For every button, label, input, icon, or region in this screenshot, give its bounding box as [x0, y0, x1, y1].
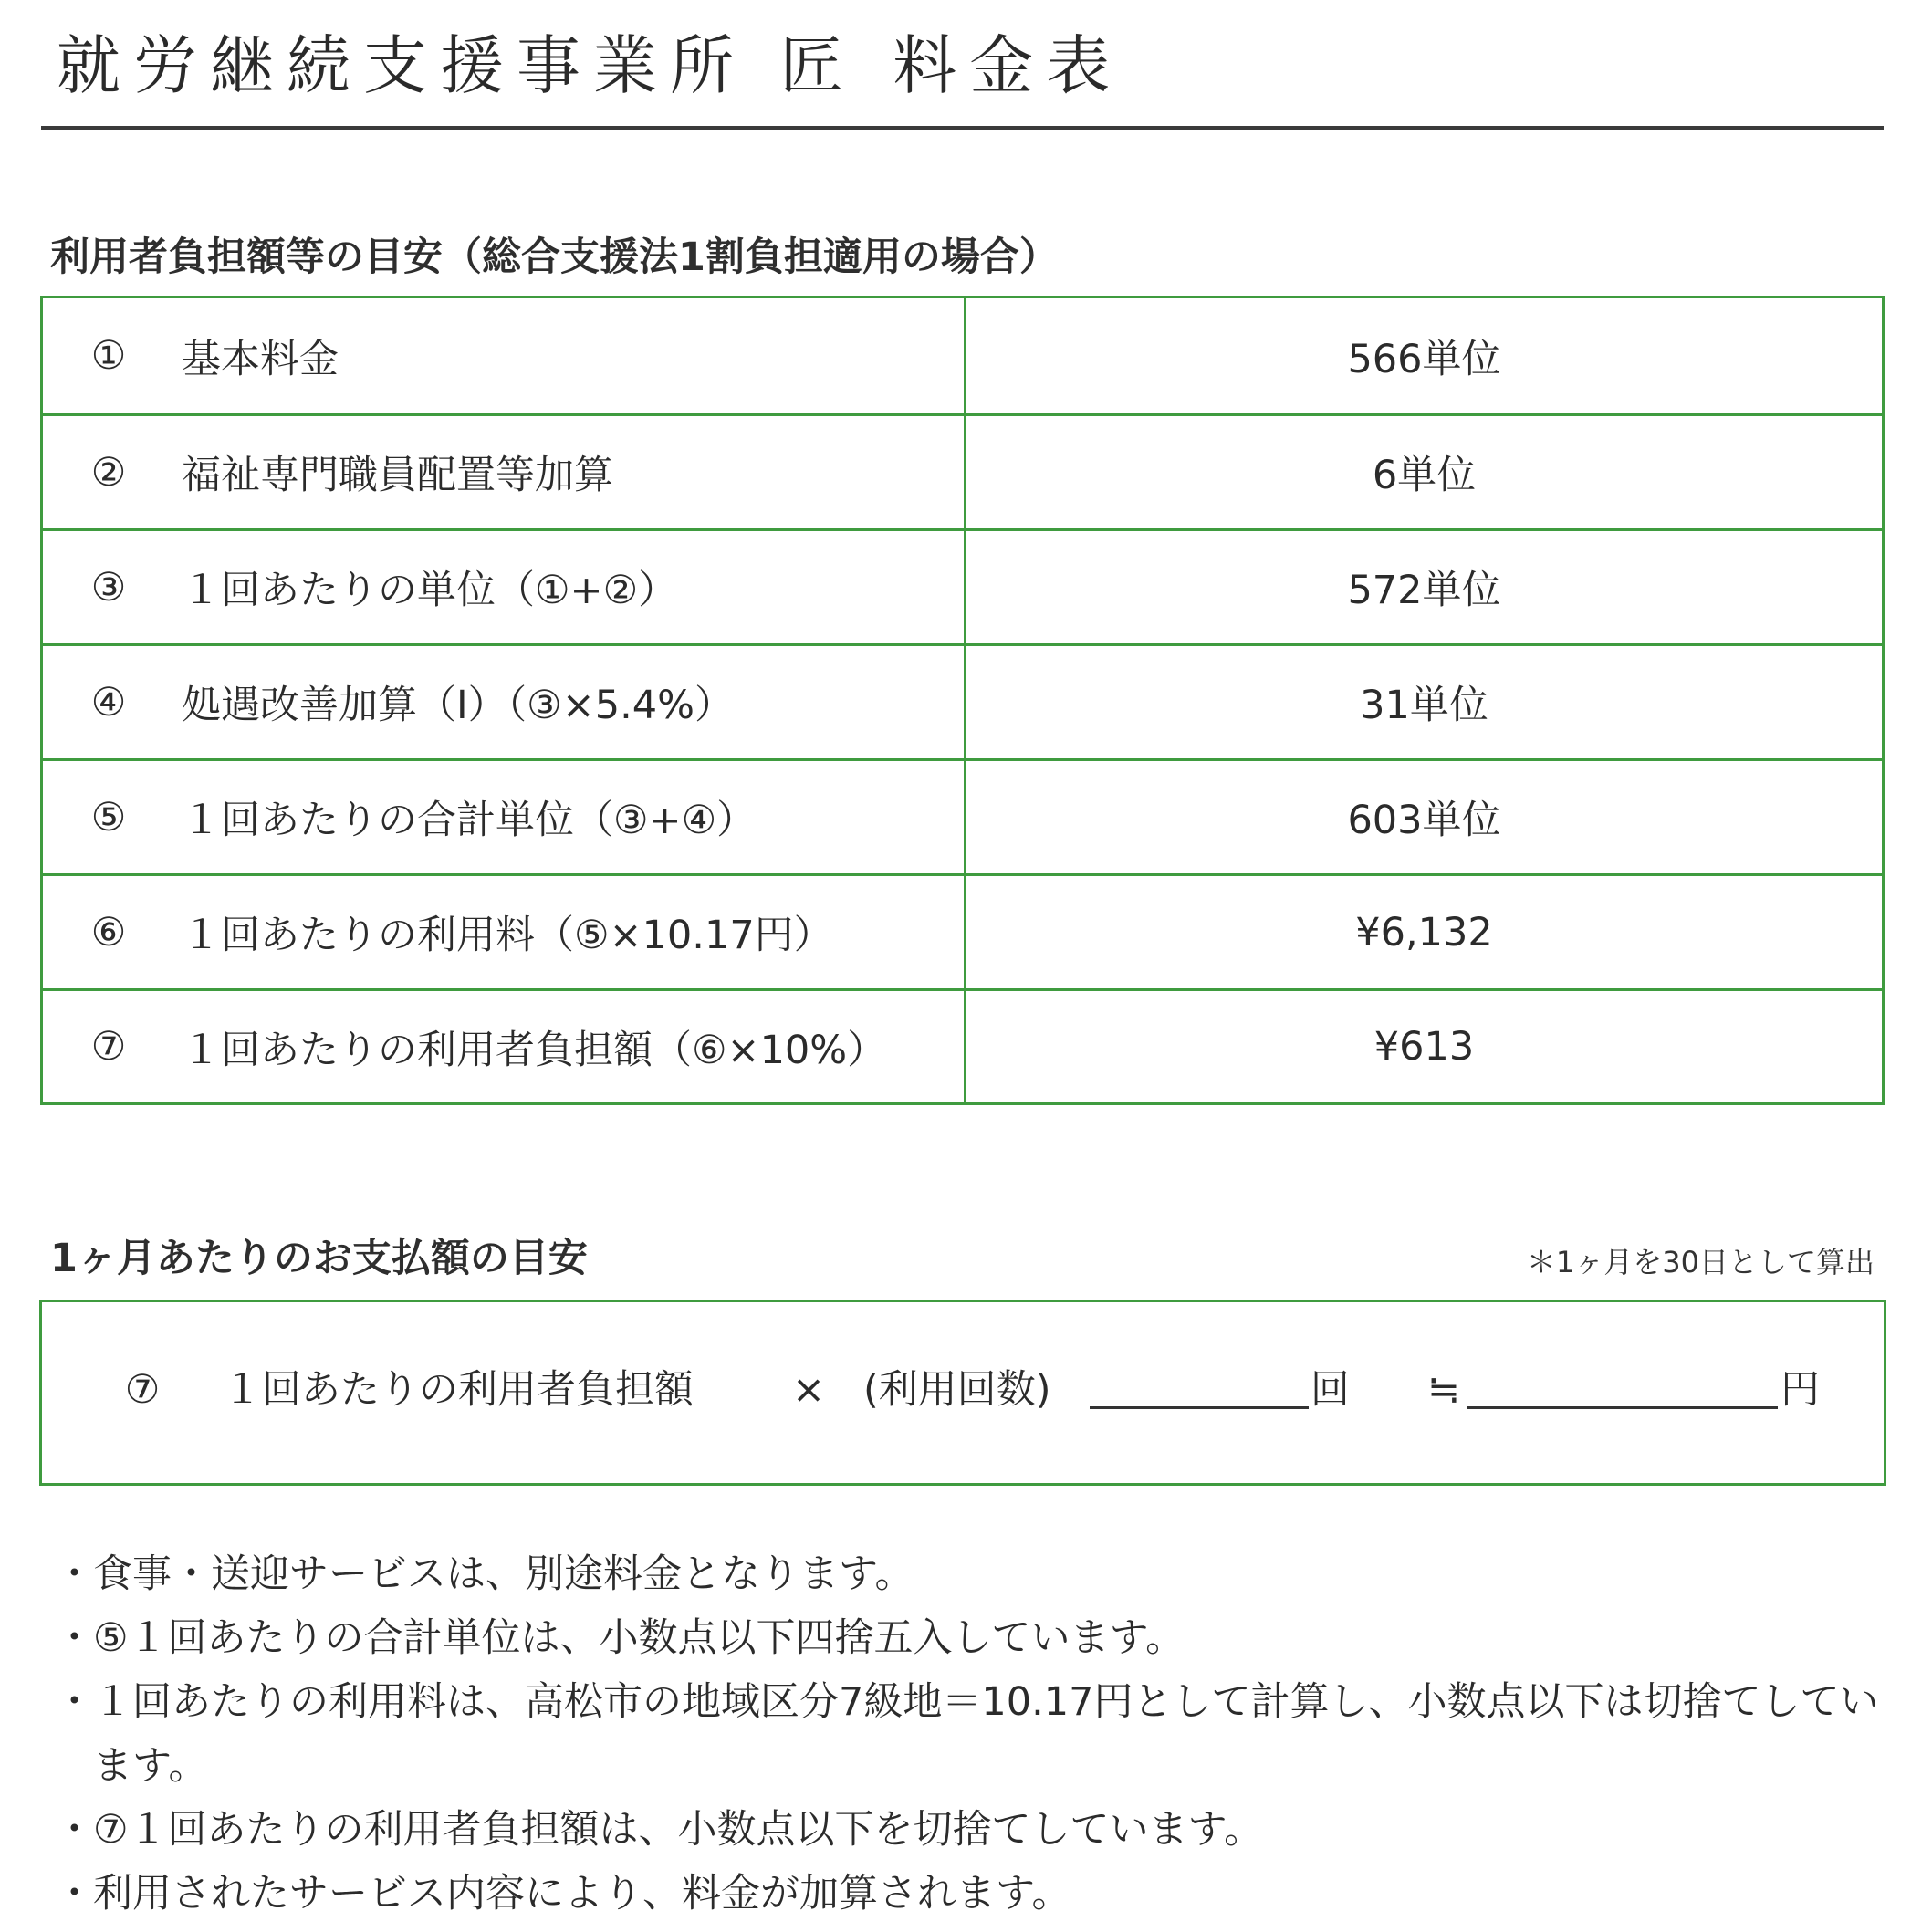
- row-number: ⑦: [90, 1024, 127, 1070]
- table-row: [43, 413, 1882, 528]
- table-row: [43, 873, 1882, 988]
- row-label-text: 福祉専門職員配置等加算: [182, 453, 613, 498]
- calc-basis-note: ＊1ヶ月を30日として算出: [1526, 1245, 1875, 1279]
- row-value: ¥6,132: [1355, 909, 1493, 956]
- usage-count-blank[interactable]: [1090, 1406, 1309, 1409]
- section-heading-burden: 利用者負担額等の目安（総合支援法1割負担適用の場合）: [50, 235, 1059, 280]
- row-label-text: １回あたりの単位（①+②）: [182, 568, 678, 613]
- title-main: 就労継続支援事業所 匠: [57, 28, 857, 103]
- table-row: [43, 528, 1882, 643]
- table-row: [43, 758, 1882, 873]
- list-item: ・ 利用されたサービス内容により、料金が加算されます。: [55, 1871, 1071, 1916]
- row-number: ②: [90, 449, 127, 496]
- row-value: 566単位: [1347, 336, 1501, 382]
- formula-number: ⑦: [124, 1367, 161, 1413]
- row-value: 572単位: [1347, 568, 1501, 613]
- row-label: [43, 416, 964, 528]
- list-item: ・ １回あたりの利用料は、高松市の地域区分7級地＝10.17円として計算し、小数点以下は切捨てしています。: [55, 1679, 1879, 1789]
- list-item: ・ ⑤１回あたりの合計単位は、小数点以下四捨五入しています。: [55, 1615, 1185, 1661]
- table-row: [43, 643, 1882, 758]
- formula-label: １回あたりの利用者負担額: [223, 1367, 694, 1413]
- table-row: [43, 298, 1882, 413]
- usage-count-label: (利用回数): [863, 1367, 1051, 1413]
- title-rule: [41, 126, 1884, 130]
- formula-line: [42, 1363, 1884, 1417]
- row-number: ④: [90, 679, 127, 726]
- table-row: [43, 988, 1882, 1102]
- section-heading-monthly: 1ヶ月あたりのお支払額の目安: [50, 1236, 588, 1281]
- list-item: ・ ⑦１回あたりの利用者負担額は、小数点以下を切捨てしています。: [55, 1807, 1264, 1853]
- row-number: ⑥: [90, 909, 127, 956]
- row-number: ⑤: [90, 794, 127, 841]
- row-label: [43, 646, 964, 758]
- row-label: [43, 761, 964, 873]
- monthly-calc-box: [39, 1300, 1886, 1486]
- notes-list: [55, 1542, 1889, 1926]
- amount-blank[interactable]: [1467, 1406, 1778, 1409]
- page-title: [57, 20, 1123, 111]
- yen-unit: 円: [1781, 1367, 1820, 1413]
- row-value: ¥613: [1373, 1024, 1475, 1070]
- row-number: ③: [90, 564, 127, 611]
- row-number: ①: [90, 333, 127, 379]
- approx-sign: ≒: [1427, 1367, 1461, 1413]
- row-value: 603単位: [1347, 798, 1501, 843]
- list-item: ・ 食事・送迎サービスは、別途料金となります。: [55, 1551, 914, 1597]
- row-value: 6単位: [1372, 453, 1477, 498]
- row-label: [43, 298, 964, 413]
- row-value: 31単位: [1360, 683, 1488, 728]
- row-label-text: 処遇改善加算（Ⅰ）（③×5.4%）: [182, 683, 735, 728]
- title-sub: 料金表: [893, 28, 1123, 103]
- fee-table: [40, 296, 1885, 1105]
- row-label: [43, 876, 964, 988]
- row-label-text: 基本料金: [182, 336, 339, 382]
- row-label: [43, 531, 964, 643]
- times-sign: ×: [792, 1367, 826, 1413]
- row-label: [43, 991, 964, 1102]
- row-label-text: １回あたりの合計単位（③+④）: [182, 798, 757, 843]
- times-unit: 回: [1311, 1367, 1350, 1413]
- row-label-text: １回あたりの利用料（⑤×10.17円）: [182, 913, 833, 958]
- row-label-text: １回あたりの利用者負担額（⑥×10%）: [182, 1027, 887, 1073]
